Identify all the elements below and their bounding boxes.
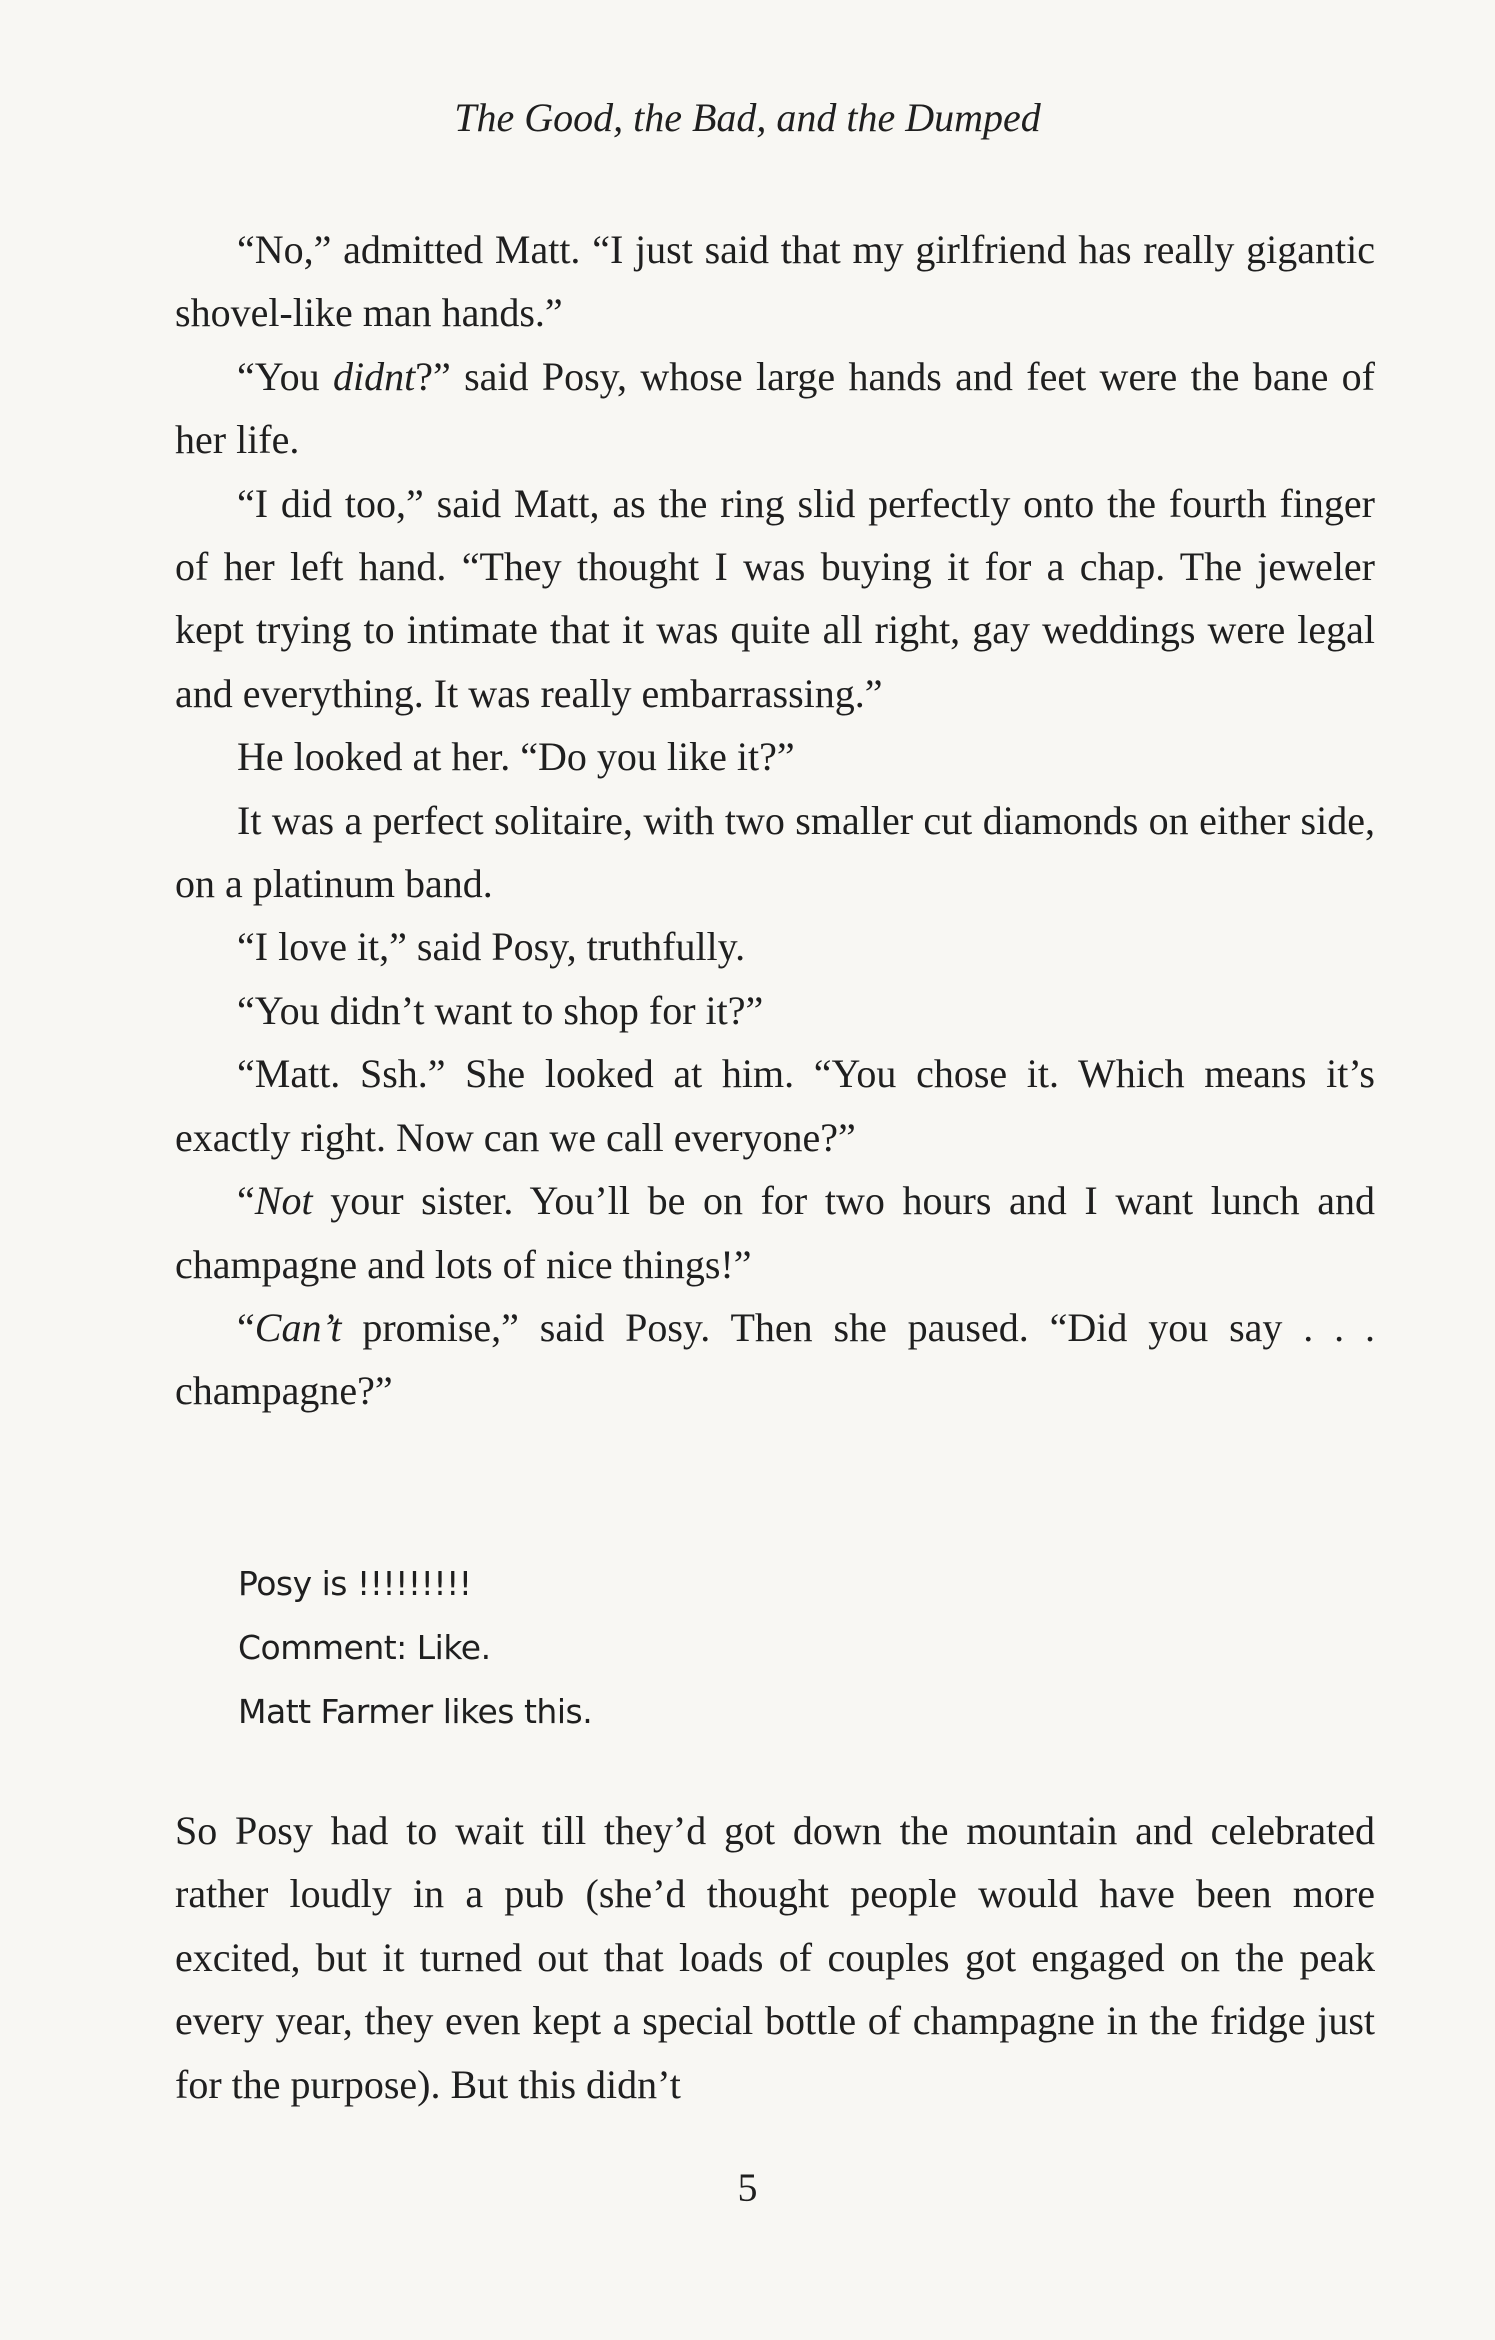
- paragraph: “I did too,” said Matt, as the ring slid perfectly onto the fourth finger of her left hand. “They thought I was buying it for a chap. The jeweler kept trying to intimate that it was quite all right, gay weddings were legal and everything. It was really embarrassing.”: [175, 480, 1375, 716]
- paragraph: He looked at her. “Do you like it?”: [237, 734, 795, 780]
- paragraph: “You didnt?” said Posy, whose large hands and feet were the bane of her life.: [175, 353, 1375, 463]
- likes-line: Matt Farmer likes this.: [238, 1692, 593, 1731]
- status-line: Posy is !!!!!!!!!: [238, 1564, 472, 1603]
- paragraph: So Posy had to wait till they’d got down the mountain and celebrated rather loudly in a pub (she’d thought people would have been more excited, but it turned out that loads of couples got engaged on the peak every year, they even kept a special bottle of champagne in the fridge just for the purpose). But this didn’t: [175, 1808, 1375, 2107]
- dialogue-block: [175, 218, 1375, 1423]
- paragraph: “Can’t promise,” said Posy. Then she paused. “Did you say . . . champagne?”: [175, 1304, 1375, 1414]
- running-head: The Good, the Bad, and the Dumped: [454, 95, 1041, 140]
- paragraph: It was a perfect solitaire, with two smaller cut diamonds on either side, on a platinum band.: [175, 797, 1375, 907]
- comment-line: Comment: Like.: [238, 1628, 491, 1667]
- paragraph: “You didn’t want to shop for it?”: [237, 987, 764, 1033]
- narrative-block: [175, 1799, 1375, 2116]
- status-update-block: [238, 1552, 592, 1744]
- paragraph: “No,” admitted Matt. “I just said that my girlfriend has really gigantic shovel-like man hands.”: [175, 227, 1375, 336]
- paragraph: “Matt. Ssh.” She looked at him. “You chose it. Which means it’s exactly right. Now can we call everyone?”: [175, 1051, 1375, 1160]
- paragraph: “Not your sister. You’ll be on for two hours and I want lunch and champagne and lots of nice things!”: [175, 1178, 1375, 1287]
- page-number: 5: [737, 2165, 758, 2210]
- paragraph: “I love it,” said Posy, truthfully.: [237, 924, 746, 970]
